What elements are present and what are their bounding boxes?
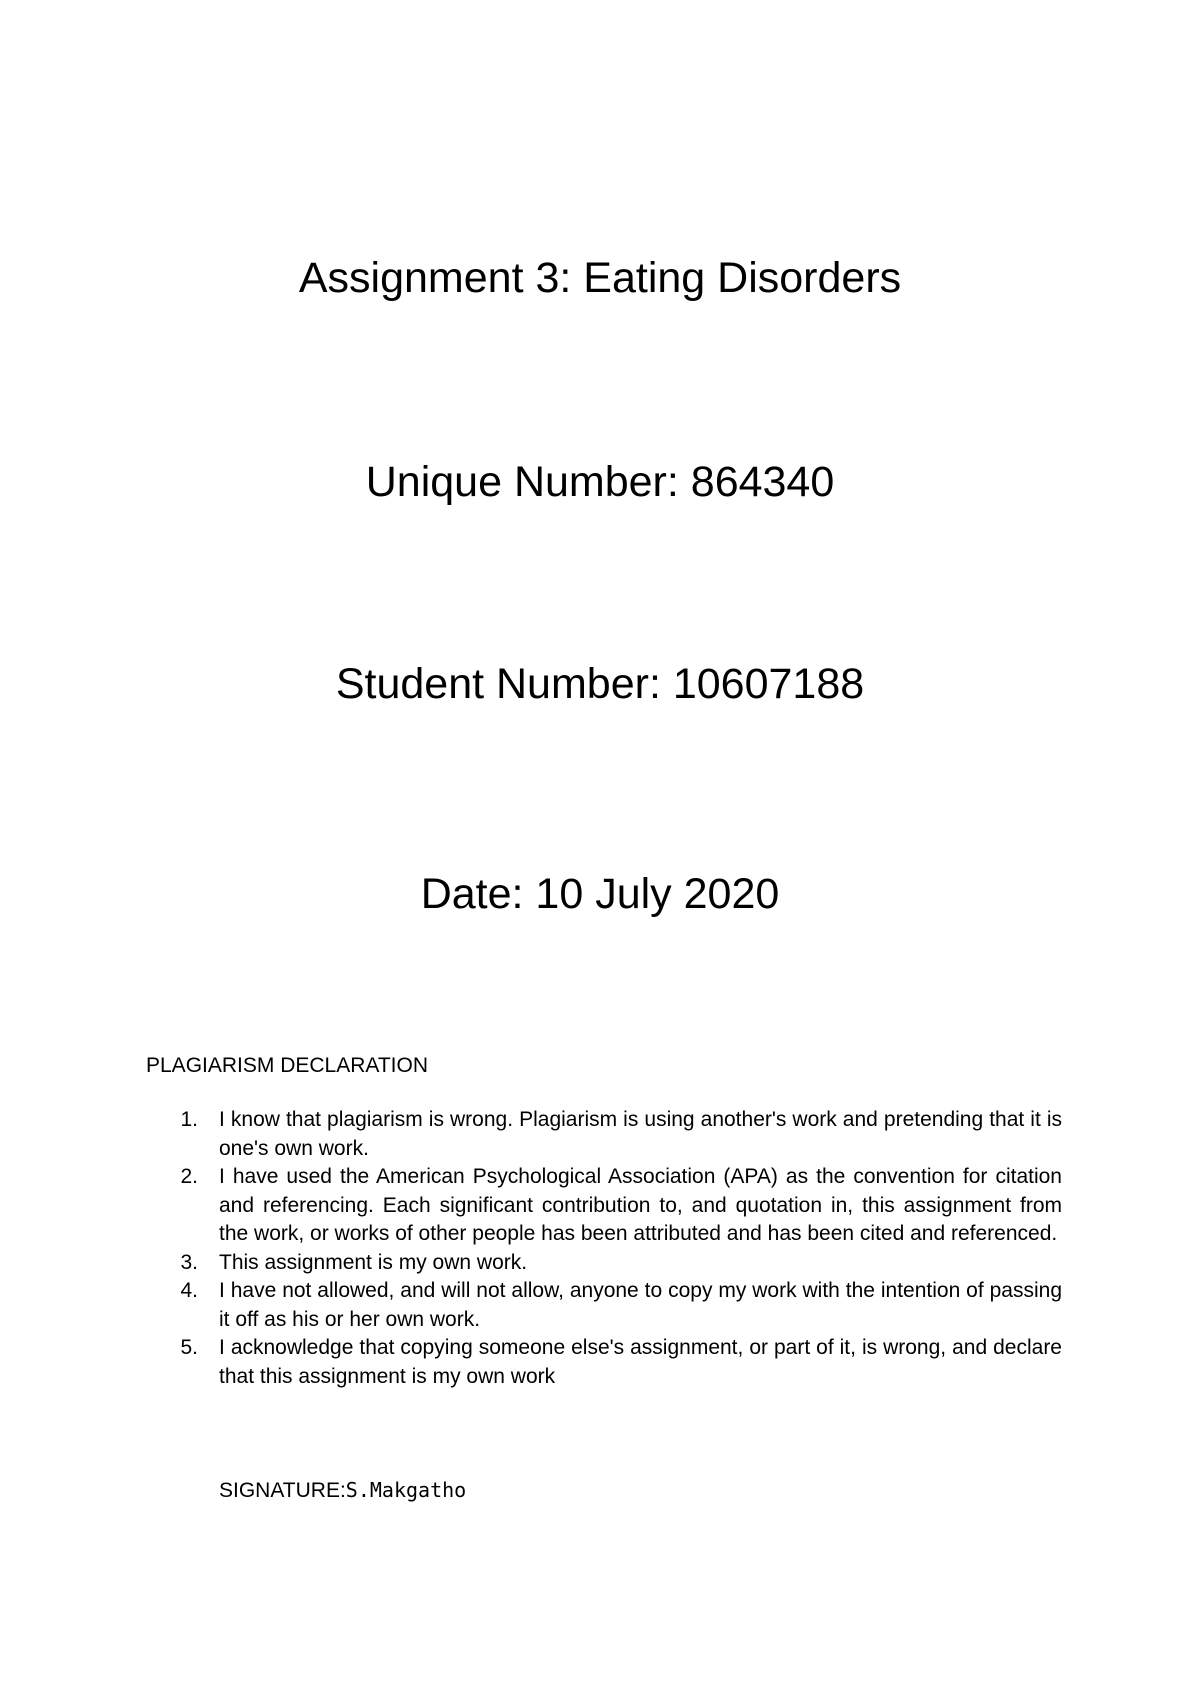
declaration-item [172, 1277, 1062, 1334]
signature-row [219, 1476, 466, 1505]
declaration-item-number: 2. [180, 1165, 198, 1188]
unique-number: Unique Number: 864340 [365, 458, 835, 506]
declaration-item [172, 1334, 1062, 1391]
declaration-item-number: 3. [180, 1250, 198, 1274]
signature-label: SIGNATURE: [219, 1479, 346, 1502]
submission-date: Date: 10 July 2020 [420, 870, 780, 918]
declaration-item [172, 1106, 1062, 1163]
assignment-title: Assignment 3: Eating Disorders [298, 254, 902, 302]
declaration-item-text: I have used the American Psychological Association (APA) as the convention for citation and referencing. Each significant contribution to, and quotation in, this assignment from the work, or works of other people has been attributed and has been cited and referenced. [219, 1165, 1062, 1245]
declaration-item-text: I acknowledge that copying someone else's assignment, or part of it, is wrong, and declare that this assignment is my own work [219, 1336, 1062, 1388]
declaration-item [172, 1163, 1062, 1249]
declaration-item-number: 1. [180, 1108, 198, 1131]
student-number: Student Number: 10607188 [335, 660, 865, 708]
declaration-item-text: This assignment is my own work. [219, 1250, 528, 1274]
declaration-item [172, 1249, 1062, 1278]
signature-name: S.Makgatho [345, 1478, 467, 1502]
declaration-item-number: 5. [180, 1336, 198, 1359]
declaration-list [172, 1106, 1062, 1391]
plagiarism-declaration-heading: PLAGIARISM DECLARATION [146, 1054, 429, 1077]
declaration-item-number: 4. [180, 1279, 198, 1302]
declaration-item-text: I have not allowed, and will not allow, anyone to copy my work with the intention of passing it off as his or her own work. [219, 1279, 1062, 1331]
declaration-item-text: I know that plagiarism is wrong. Plagiarism is using another's work and pretending that it is one's own work. [219, 1108, 1062, 1160]
